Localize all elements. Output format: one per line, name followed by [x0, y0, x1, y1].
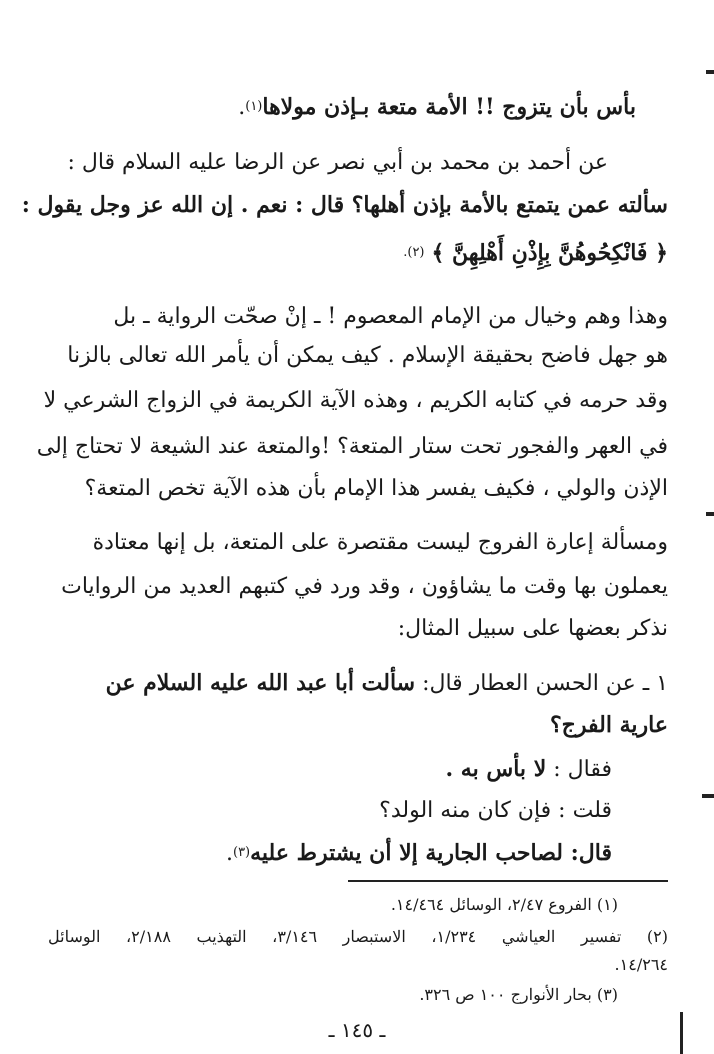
edge-mark-4: [680, 1012, 683, 1054]
para3-line-1: ومسألة إعارة الفروج ليست مقتصرة على المتعة، بل إنها معتادة: [92, 530, 668, 555]
footnote-ref-3: (٣): [232, 845, 251, 860]
footnote-2-line-2: ١٤/٢٦٤.: [614, 955, 668, 974]
narration-1-line-4: قلت : فإن كان منه الولد؟: [379, 798, 612, 823]
narration-1-prefix: ١ ـ عن الحسن العطار قال:: [422, 671, 668, 696]
narration-1-final: قال: لصاحب الجارية إلا أن يشترط عليه: [250, 840, 612, 866]
para2-line-4: في العهر والفجور تحت ستار المتعة؟ !والمتعة عند الشيعة لا تحتاج إلى: [36, 434, 668, 459]
para2-line-2: هو جهل فاضح بحقيقة الإسلام . كيف يمكن أن يأمر الله تعالى بالزنا: [67, 343, 668, 368]
quran-verse: ﴿ فَانْكِحُوهُنَّ بِإِذْنِ أَهْلِهِنَّ ﴾: [431, 240, 668, 266]
narration-1-end: .: [225, 841, 233, 866]
narration-1-line-1: [106, 668, 668, 699]
para2-line-5: الإذن والولي ، فكيف يفسر هذا الإمام بأن هذه الآية تخص المتعة؟: [84, 476, 668, 501]
narration-1-qala: فقال :: [553, 757, 612, 782]
page-number: ـ ١٤٥ ـ: [328, 1018, 386, 1042]
narration-1-line-2: عارية الفرج؟: [550, 712, 668, 738]
text-line-3: سألته عمن يتمتع بالأمة بإذن أهلها؟ قال : نعم . إن الله عز وجل يقول :: [21, 192, 668, 218]
para2-line-1: وهذا وهم وخيال من الإمام المعصوم ! ـ إنْ صحّت الرواية ـ بل: [113, 304, 668, 329]
narration-1-answer: لا بأس به .: [445, 756, 547, 782]
footnote-2-line-1: (٢) تفسير العياشي ١/٢٣٤، الاستبصار ٣/١٤٦، التهذيب ٢/١٨٨، الوسائل: [48, 927, 669, 946]
para2-line-3: وقد حرمه في كتابه الكريم ، وهذه الآية الكريمة في الزواج الشرعي لا: [43, 388, 668, 413]
narration-1-bold: سألت أبا عبد الله عليه السلام عن: [105, 670, 416, 696]
text-line-1-end: .: [238, 95, 246, 120]
footnote-ref-2: (٢).: [403, 245, 425, 260]
edge-mark-2: [706, 512, 714, 516]
para3-line-3: نذكر بعضها على سبيل المثال:: [397, 616, 668, 641]
text-line-2: عن أحمد بن محمد بن أبي نصر عن الرضا عليه السلام قال :: [67, 150, 608, 175]
edge-mark-3: [702, 794, 714, 798]
text-line-1-bold: بأس بأن يتزوج !! الأمة متعة بـإذن مولاها: [262, 94, 636, 120]
footnote-3: (٣) بحار الأنوارج ١٠٠ ص ٣٢٦.: [419, 985, 618, 1004]
text-line-4: [403, 238, 668, 269]
text-line-1: [238, 92, 636, 123]
narration-1-line-3: [445, 754, 612, 785]
footnote-separator: [348, 880, 668, 882]
narration-1-line-5: [226, 838, 612, 869]
footnote-ref-1: (١): [245, 99, 263, 114]
footnote-1: (١) الفروع ٢/٤٧، الوسائل ١٤/٤٦٤.: [390, 895, 618, 914]
edge-mark-1: [706, 70, 714, 74]
para3-line-2: يعملون بها وقت ما يشاؤون ، وقد ورد في كتبهم العديد من الروايات: [61, 574, 668, 599]
